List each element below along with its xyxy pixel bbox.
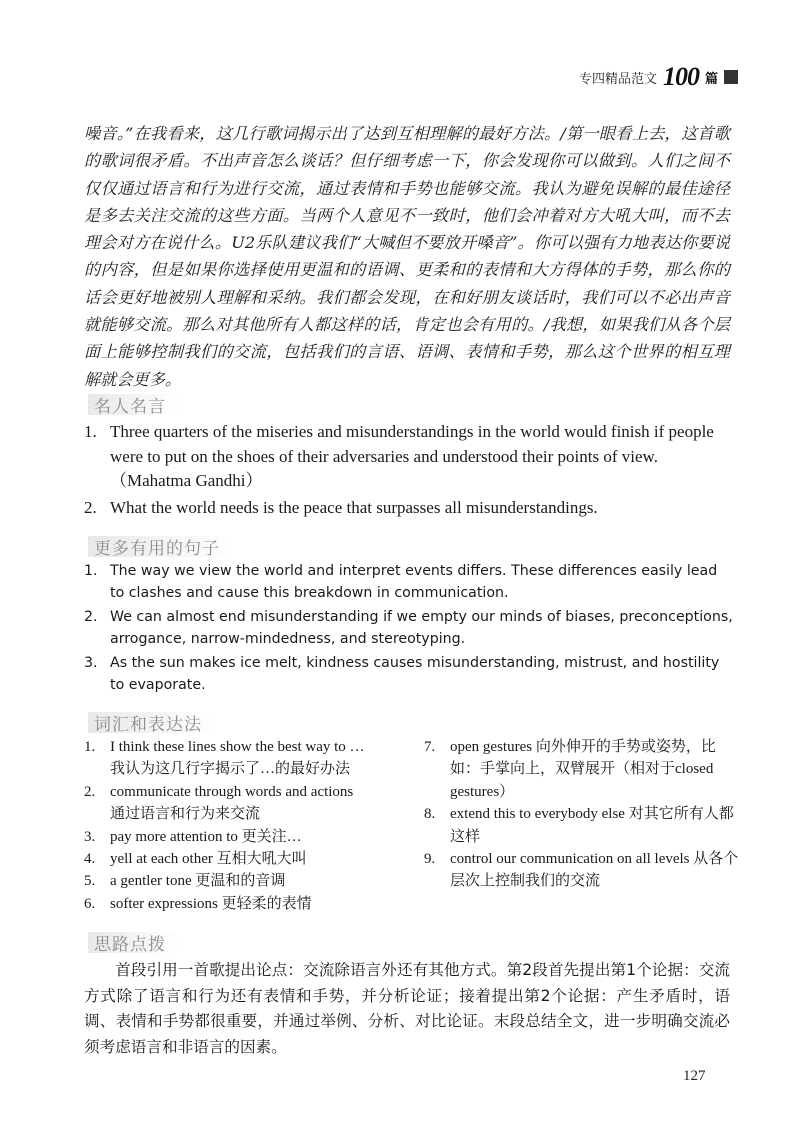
book-title-suffix: 篇: [704, 71, 718, 87]
sentences-section-title: 更多有用的句子: [94, 534, 220, 559]
list-item: 1. Three quarters of the miseries and misunderstandings in the world would finish if people were to put on the shoes of their adversaries and understood their points of view.（Mahatma Gandhi）: [84, 422, 714, 490]
quotes-section-title: 名人名言: [94, 392, 166, 417]
vocabulary-section-title: 词汇和表达法: [94, 710, 202, 735]
list-item: 2. What the world needs is the peace that surpasses all misunderstandings.: [84, 497, 598, 517]
header-mark-icon: [724, 70, 738, 84]
analysis-section-title: 思路点拨: [94, 930, 166, 955]
list-item: 1. I think these lines show the best way to … 我认为这几行字揭示了…的最好办法: [84, 739, 365, 778]
list-item: 5. a gentler tone 更温和的音调: [84, 873, 286, 890]
book-title-number: 100: [662, 62, 699, 91]
vocabulary-list-right: [424, 736, 740, 893]
page-number: 127: [683, 1068, 706, 1084]
analysis-paragraph: 首段引用一首歌提出论点：交流除语言外还有其他方式。第2段首先提出第1个论据：交流方式除了语言和行为还有表情和手势，并分析论证；接着提出第2个论据：产生矛盾时，语调、表情和手势都很重要，并通过举例、分析、对比论证。末段总结全文，进一步明确交流必须考虑语言和非语言的因素。: [84, 961, 730, 1056]
list-item: 7. open gestures 向外伸开的手势或姿势，比如：手掌向上，双臂展开（相对于closed gestures）: [424, 739, 716, 800]
essay-paragraph: 噪音。”在我看来，这几行歌词揭示出了达到互相理解的最好方法。/第一眼看上去，这首歌的歌词很矛盾。不出声音怎么谈话？但仔细考虑一下，你会发现你可以做到。人们之间不仅仅通过语言和行为进行交流，通过表情和手势也能够交流。我认为避免误解的最佳途径是多去关注交流的这些方面。当两个人意见不一致时，他们会冲着对方大吼大叫，而不去理会对方在说什么。U2乐队建议我们“大喊但不要放开嗓音”。你可以强有力地表达你要说的内容，但是如果你选择使用更温和的语调、更柔和的表情和大方得体的手势，那么你的话会更好地被别人理解和采纳。我们都会发现，在和好朋友谈话时，我们可以不必出声音就能够交流。那么对其他所有人都这样的话，肯定也会有用的。/我想，如果我们从各个层面上能够控制我们的交流，包括我们的言语、语调、表情和手势，那么这个世界的相互理解就会更多。: [84, 124, 730, 389]
list-item: 9. control our communication on all levels 从各个层次上控制我们的交流: [424, 851, 739, 890]
list-item: 3. As the sun makes ice melt, kindness causes misunderstanding, mistrust, and hostility to evaporate.: [84, 654, 720, 694]
list-item: 6. softer expressions 更轻柔的表情: [84, 895, 312, 912]
list-item: 1. The way we view the world and interpret events differs. These differences easily lead to clashes and cause this breakdown in communication.: [84, 563, 718, 602]
list-item: 4. yell at each other 互相大吼大叫: [84, 851, 307, 868]
page-header: [579, 62, 738, 92]
list-item: 8. extend this to everybody else 对其它所有人都这样: [424, 806, 734, 845]
vocabulary-list-left: [84, 736, 404, 915]
quotes-list: [84, 420, 734, 522]
list-item: 2. communicate through words and actions 通过语言和行为来交流: [84, 783, 354, 823]
book-title: 专四精品范文: [578, 71, 657, 87]
list-item: 3. pay more attention to 更关注…: [84, 828, 302, 845]
sentences-list: [84, 560, 734, 697]
list-item: 2. We can almost end misunderstanding if we empty our minds of biases, preconceptions, arrogance, narrow-mindedness, and stereotyping.: [84, 608, 733, 648]
